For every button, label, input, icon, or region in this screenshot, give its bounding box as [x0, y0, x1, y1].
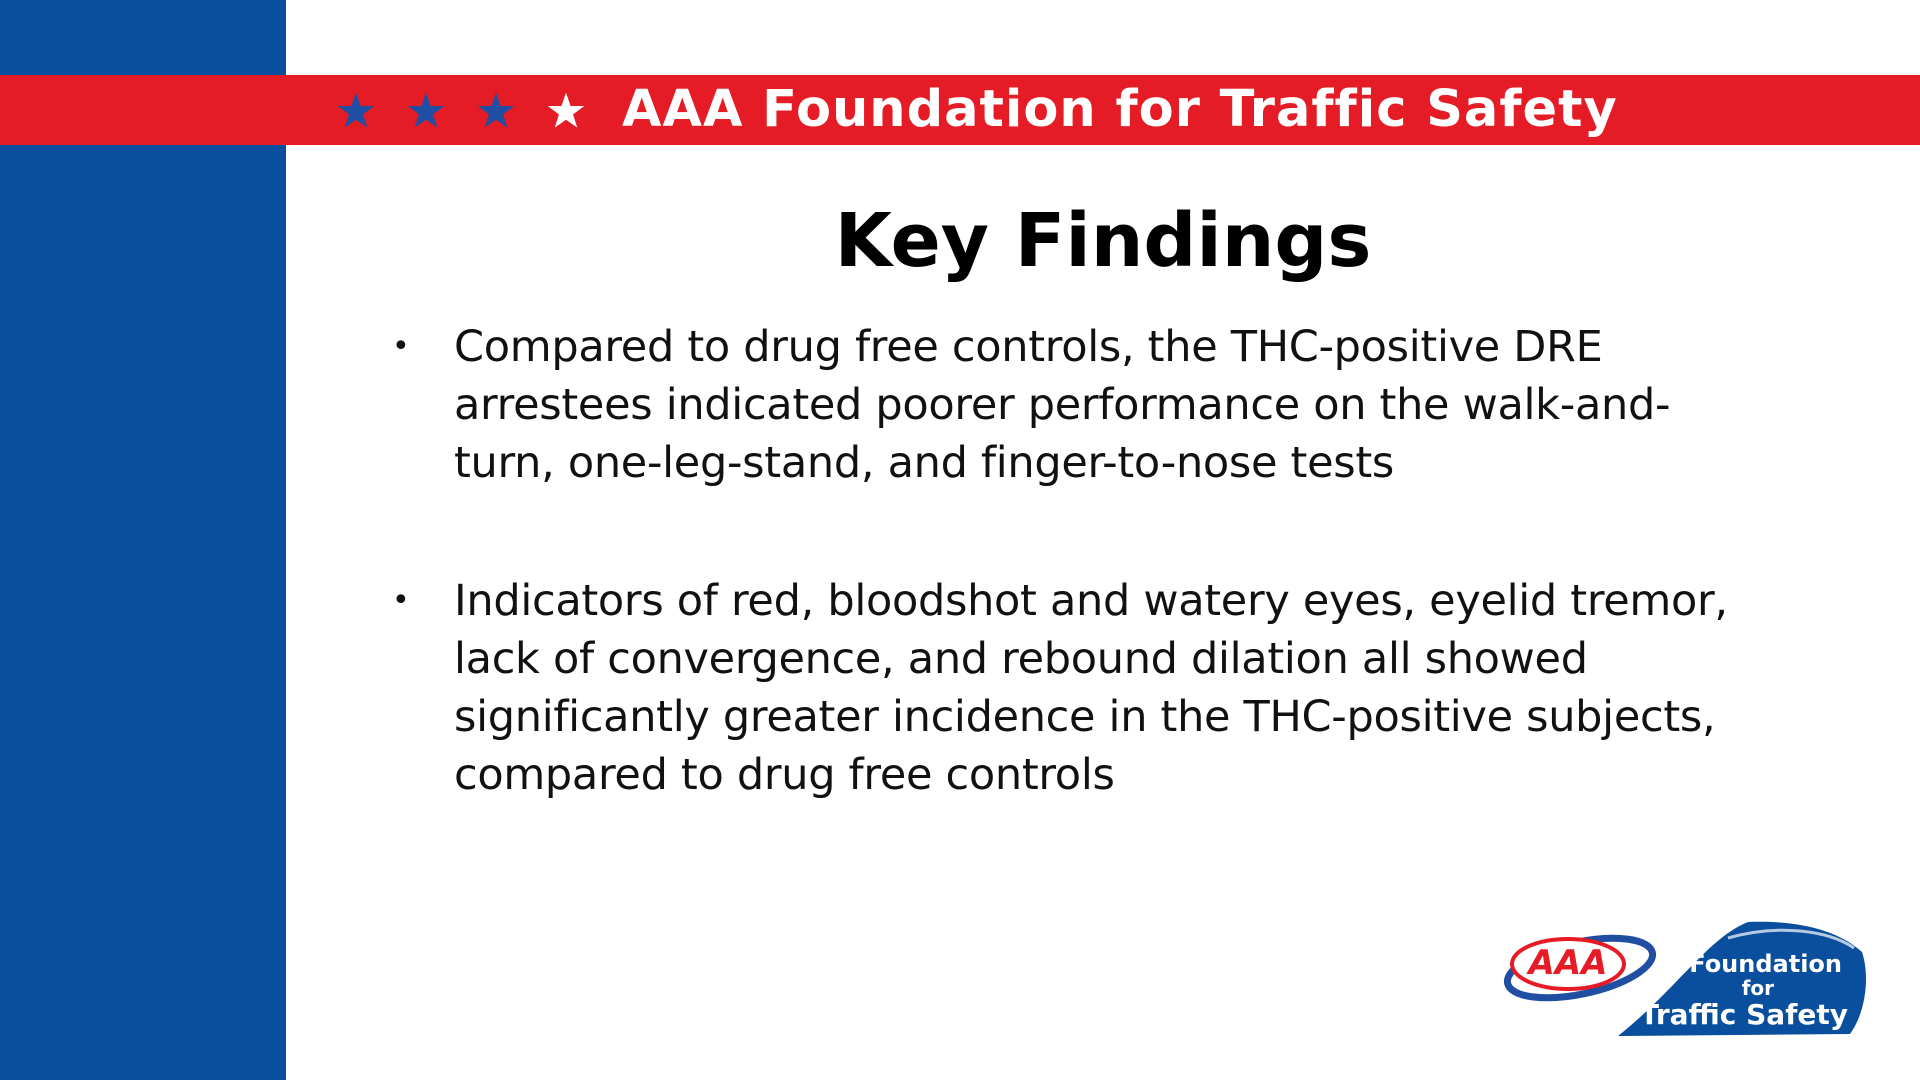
finding-text: Indicators of red, bloodshot and watery eyes, eyelid tremor, lack of convergence, and rebound dilation all showed significantly greater incidence in the THC-positive subjects, compared to drug free controls [454, 576, 1728, 800]
logo-line-foundation: Foundation [1689, 950, 1842, 978]
logo-line-traffic-safety: Traffic Safety [1639, 998, 1848, 1031]
star-icon [543, 91, 589, 131]
aaa-logo-text: AAA [1528, 943, 1608, 983]
header-banner [0, 75, 1920, 145]
finding-item [384, 318, 1744, 492]
bullet-icon: • [392, 329, 410, 364]
findings-list [384, 318, 1744, 804]
banner-title: AAA Foundation for Traffic Safety [622, 80, 1618, 139]
finding-item [384, 572, 1744, 804]
star-icon [333, 91, 379, 131]
banner-stars [333, 86, 613, 136]
star-icon [473, 91, 519, 131]
logo-line-for: for [1741, 976, 1774, 1000]
finding-text: Compared to drug free controls, the THC-positive DRE arrestees indicated poorer performance on the walk-and-turn, one-leg-stand, and finger-to-nose tests [454, 322, 1671, 488]
star-icon [403, 91, 449, 131]
left-blue-sidebar [0, 0, 286, 1080]
page-title: Key Findings [834, 198, 1372, 284]
bullet-icon: • [392, 583, 410, 618]
aaa-foundation-logo [1498, 918, 1872, 1038]
